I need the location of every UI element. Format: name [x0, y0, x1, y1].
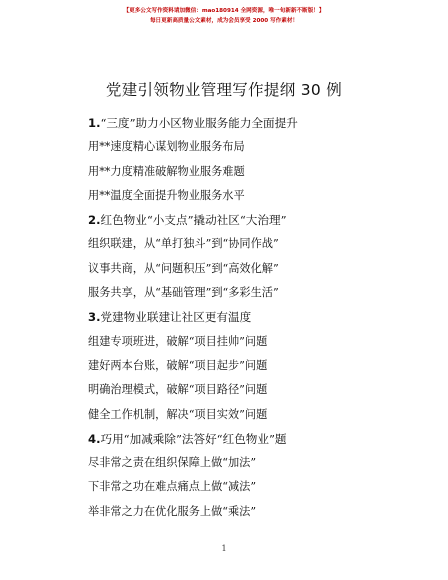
- outline-heading-number: 1.: [88, 116, 101, 130]
- outline-subitem: [88, 257, 388, 281]
- outline-subitem: [88, 500, 388, 524]
- outline-item-text: 用**力度精准破解物业服务难题: [88, 164, 245, 178]
- outline-subitem: [88, 281, 388, 305]
- document-title: 党建引领物业管理写作提纲 30 例: [105, 81, 343, 99]
- outline-item-text: 用**温度全面提升物业服务水平: [88, 188, 245, 202]
- outline-list: [88, 111, 388, 524]
- outline-heading: [88, 111, 388, 135]
- outline-subitem: [88, 475, 388, 499]
- outline-item-text: 议事共商，从“问题积压”到“高效化解”: [88, 261, 279, 275]
- outline-subitem: [88, 378, 388, 402]
- outline-item-text: 健全工作机制，解决“项目实效”问题: [88, 407, 268, 421]
- outline-subitem: [88, 451, 388, 475]
- outline-item-text: 用**速度精心谋划物业服务布局: [88, 140, 245, 154]
- outline-subitem: [88, 403, 388, 427]
- outline-item-text: 明确治理模式，破解“项目路径”问题: [88, 383, 268, 397]
- outline-subitem: [88, 232, 388, 256]
- promo-banner-line-1: 【更多公文写作资料请加微信：mao180914 全网资源，唯一旬新新不断版！】: [123, 8, 325, 14]
- promo-banner-line-2: 每日更新高质量公文素材，成为会员享受 2000 写作素材！: [149, 18, 299, 24]
- page-number: 1: [221, 544, 227, 553]
- outline-item-text: 组织联建，从“单打独斗”到“协同作战”: [88, 237, 279, 251]
- outline-item-text: 下非常之功在难点痛点上做“减法”: [88, 480, 257, 494]
- outline-heading: [88, 427, 388, 451]
- outline-item-text: 巧用“加减乘除”法答好“红色物业”题: [100, 431, 287, 446]
- outline-item-text: 建好两本台账，破解“项目起步”问题: [88, 358, 268, 372]
- outline-heading: [88, 208, 388, 232]
- outline-item-text: 党建物业联建让社区更有温度: [100, 310, 252, 325]
- outline-subitem: [88, 330, 388, 354]
- outline-subitem: [88, 354, 388, 378]
- promo-banner: [0, 6, 448, 26]
- outline-heading: [88, 305, 388, 329]
- outline-item-text: “三度”助力小区物业服务能力全面提升: [100, 116, 298, 130]
- outline-heading-number: 4.: [88, 431, 101, 446]
- outline-subitem: [88, 160, 388, 184]
- outline-subitem: [88, 184, 388, 208]
- outline-item-text: 举非常之力在优化服务上做“乘法”: [88, 504, 257, 518]
- outline-heading-number: 2.: [88, 213, 101, 228]
- outline-subitem: [88, 135, 388, 159]
- outline-item-text: 尽非常之责在组织保障上做“加法”: [88, 456, 257, 470]
- outline-heading-number: 3.: [88, 310, 101, 325]
- outline-item-text: 组建专项班进，破解“项目挂帅”问题: [88, 334, 268, 348]
- outline-item-text: 红色物业“小支点”撬动社区“大治理”: [100, 213, 287, 228]
- outline-item-text: 服务共享，从“基础管理”到“多彩生活”: [88, 286, 279, 300]
